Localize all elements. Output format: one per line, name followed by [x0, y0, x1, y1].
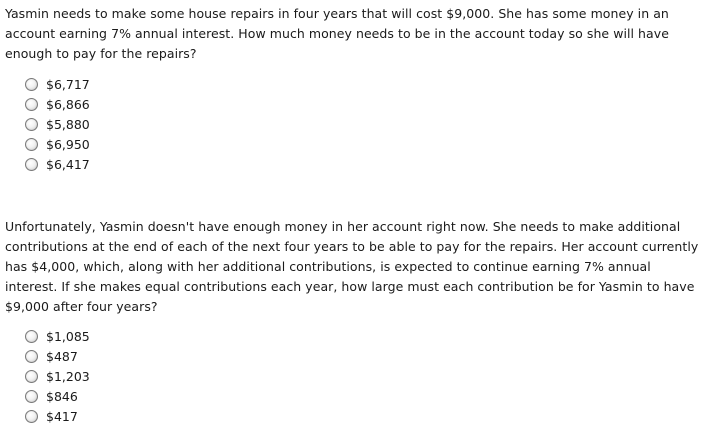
question-1-options [5, 75, 705, 175]
question-1 [5, 4, 705, 175]
option-label: $417 [46, 409, 78, 424]
question-2-option-5[interactable] [5, 407, 705, 427]
question-1-option-4[interactable] [5, 135, 705, 155]
question-2-options [5, 327, 705, 427]
question-2-option-3[interactable] [5, 367, 705, 387]
option-label: $5,880 [46, 117, 90, 132]
radio-button-icon[interactable] [25, 410, 38, 423]
option-label: $1,085 [46, 329, 90, 344]
option-label: $6,866 [46, 97, 90, 112]
option-label: $6,417 [46, 157, 90, 172]
question-2 [5, 217, 705, 427]
radio-button-icon[interactable] [25, 78, 38, 91]
radio-button-icon[interactable] [25, 118, 38, 131]
question-1-option-3[interactable] [5, 115, 705, 135]
question-1-text: Yasmin needs to make some house repairs in four years that will cost $9,000. She has some money in an account earning 7% annual interest. How much money needs to be in the account today so she will have enough to pay for the repairs? [5, 6, 669, 61]
question-2-text: Unfortunately, Yasmin doesn't have enough money in her account right now. She needs to make additional contributions at the end of each of the next four years to be able to pay for the repairs. Her account currently has $4,000, which, along with her additional contributions, is expected to continue earning 7% annual interest. If she makes equal contributions each year, how large must each contribution be for Yasmin to have $9,000 after four years? [5, 219, 699, 314]
radio-button-icon[interactable] [25, 138, 38, 151]
option-label: $846 [46, 389, 78, 404]
radio-button-icon[interactable] [25, 350, 38, 363]
radio-button-icon[interactable] [25, 330, 38, 343]
option-label: $6,950 [46, 137, 90, 152]
question-1-option-2[interactable] [5, 95, 705, 115]
question-1-option-5[interactable] [5, 155, 705, 175]
option-label: $1,203 [46, 369, 90, 384]
radio-button-icon[interactable] [25, 158, 38, 171]
radio-button-icon[interactable] [25, 370, 38, 383]
radio-button-icon[interactable] [25, 390, 38, 403]
option-label: $6,717 [46, 77, 90, 92]
question-1-option-1[interactable] [5, 75, 705, 95]
question-2-option-4[interactable] [5, 387, 705, 407]
option-label: $487 [46, 349, 78, 364]
question-2-option-1[interactable] [5, 327, 705, 347]
question-2-option-2[interactable] [5, 347, 705, 367]
radio-button-icon[interactable] [25, 98, 38, 111]
